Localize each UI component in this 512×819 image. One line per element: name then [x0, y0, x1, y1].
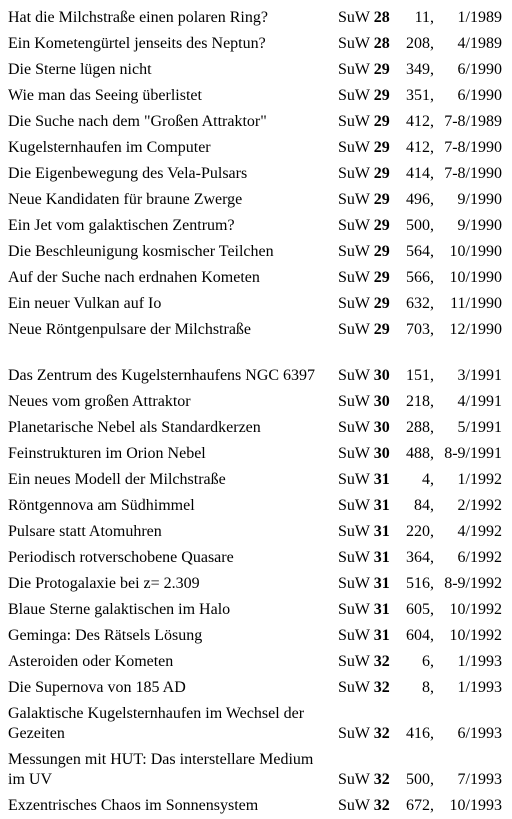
journal-volume: 29	[373, 217, 390, 234]
article-citation	[338, 672, 394, 698]
journal-name: SuW	[338, 653, 370, 670]
article-citation	[338, 744, 394, 790]
article-row	[8, 314, 502, 340]
journal-volume: 29	[373, 87, 390, 104]
article-row	[8, 386, 502, 412]
journal-volume: 29	[373, 321, 390, 338]
article-title: Das Zentrum des Kugelsternhaufens NGC 6397	[8, 367, 316, 384]
article-issue: 6/1993	[457, 725, 502, 742]
article-title: Röntgennova am Südhimmel	[8, 497, 195, 514]
journal-name: SuW	[338, 419, 370, 436]
article-row	[8, 594, 502, 620]
article-citation	[338, 288, 394, 314]
journal-name: SuW	[338, 367, 370, 384]
journal-volume: 29	[373, 243, 390, 260]
article-title: Feinstrukturen im Orion Nebel	[8, 445, 206, 462]
journal-volume: 28	[373, 35, 390, 52]
article-page: 488,	[406, 445, 434, 462]
journal-volume: 30	[373, 445, 390, 462]
article-issue: 6/1992	[457, 549, 502, 566]
journal-volume: 30	[373, 393, 390, 410]
journal-volume: 28	[373, 9, 390, 26]
article-issue: 4/1991	[457, 393, 502, 410]
article-citation	[338, 438, 394, 464]
journal-name: SuW	[338, 243, 370, 260]
journal-name: SuW	[338, 269, 370, 286]
article-title: Ein Jet vom galaktischen Zentrum?	[8, 217, 235, 234]
journal-volume: 31	[373, 601, 390, 618]
article-title: Die Eigenbewegung des Vela-Pulsars	[8, 165, 248, 182]
article-page: 412,	[406, 113, 434, 130]
article-row	[8, 464, 502, 490]
article-issue: 10/1992	[449, 627, 502, 644]
article-page: 351,	[406, 87, 434, 104]
journal-name: SuW	[338, 217, 370, 234]
article-issue: 7/1993	[457, 771, 502, 788]
article-page: 288,	[406, 419, 434, 436]
journal-name: SuW	[338, 523, 370, 540]
article-citation	[338, 490, 394, 516]
article-row	[8, 542, 502, 568]
article-issue: 10/1990	[449, 243, 502, 260]
article-issue: 4/1992	[457, 523, 502, 540]
article-row	[8, 54, 502, 80]
journal-name: SuW	[338, 797, 370, 814]
journal-volume: 29	[373, 269, 390, 286]
journal-name: SuW	[338, 771, 370, 788]
article-issue: 1/1993	[457, 653, 502, 670]
article-row	[8, 438, 502, 464]
article-title: Periodisch rotverschobene Quasare	[8, 549, 234, 566]
article-citation	[338, 790, 394, 816]
journal-name: SuW	[338, 549, 370, 566]
article-issue: 12/1990	[449, 321, 502, 338]
article-row	[8, 236, 502, 262]
article-page: 8,	[422, 679, 434, 696]
article-citation	[338, 594, 394, 620]
article-issue: 1/1992	[457, 471, 502, 488]
article-citation	[338, 698, 394, 744]
article-issue: 6/1990	[457, 61, 502, 78]
article-page: 220,	[406, 523, 434, 540]
journal-name: SuW	[338, 575, 370, 592]
journal-volume: 31	[373, 471, 390, 488]
article-row	[8, 568, 502, 594]
article-title: Die Beschleunigung kosmischer Teilchen	[8, 243, 274, 260]
journal-name: SuW	[338, 679, 370, 696]
article-row	[8, 28, 502, 54]
journal-volume: 29	[373, 191, 390, 208]
article-title: Neue Röntgenpulsare der Milchstraße	[8, 321, 252, 338]
article-page: 414,	[406, 165, 434, 182]
article-page: 632,	[406, 295, 434, 312]
article-row	[8, 2, 502, 28]
article-row	[8, 262, 502, 288]
article-issue: 6/1990	[457, 87, 502, 104]
article-page: 11,	[414, 9, 434, 26]
article-title: Hat die Milchstraße einen polaren Ring?	[8, 9, 268, 26]
article-title: Die Suche nach dem "Großen Attraktor"	[8, 113, 267, 130]
article-row	[8, 672, 502, 698]
journal-name: SuW	[338, 113, 370, 130]
article-issue: 10/1993	[449, 797, 502, 814]
journal-name: SuW	[338, 601, 370, 618]
article-citation	[338, 2, 394, 28]
journal-volume: 32	[373, 771, 390, 788]
article-row	[8, 412, 502, 438]
journal-volume: 32	[373, 679, 390, 696]
article-issue: 9/1990	[457, 217, 502, 234]
journal-name: SuW	[338, 87, 370, 104]
article-citation	[338, 80, 394, 106]
article-citation	[338, 236, 394, 262]
journal-name: SuW	[338, 9, 370, 26]
article-row	[8, 744, 502, 790]
article-page: 4,	[422, 471, 434, 488]
article-page: 500,	[406, 771, 434, 788]
article-list	[8, 2, 502, 816]
article-row	[8, 620, 502, 646]
article-title: Ein neuer Vulkan auf Io	[8, 295, 162, 312]
article-title: Neues vom großen Attraktor	[8, 393, 191, 410]
journal-name: SuW	[338, 139, 370, 156]
article-row	[8, 158, 502, 184]
article-title: Neue Kandidaten für braune Zwerge	[8, 191, 243, 208]
article-title: Ein Kometengürtel jenseits des Neptun?	[8, 35, 266, 52]
article-issue: 10/1992	[449, 601, 502, 618]
article-issue: 10/1990	[449, 269, 502, 286]
journal-name: SuW	[338, 191, 370, 208]
article-page: 500,	[406, 217, 434, 234]
article-issue: 11/1990	[450, 295, 502, 312]
article-title: Ein neues Modell der Milchstraße	[8, 471, 226, 488]
article-row	[8, 490, 502, 516]
journal-name: SuW	[338, 627, 370, 644]
article-citation	[338, 210, 394, 236]
article-citation	[338, 386, 394, 412]
article-title: Die Supernova von 185 AD	[8, 679, 186, 696]
article-title: Asteroiden oder Kometen	[8, 653, 174, 670]
article-citation	[338, 412, 394, 438]
article-page: 566,	[406, 269, 434, 286]
article-citation	[338, 132, 394, 158]
article-title: Die Protogalaxie bei z= 2.309	[8, 575, 200, 592]
journal-volume: 31	[373, 549, 390, 566]
journal-name: SuW	[338, 321, 370, 338]
article-rows	[8, 2, 502, 816]
article-page: 349,	[406, 61, 434, 78]
article-issue: 8-9/1992	[444, 575, 502, 592]
article-citation	[338, 314, 394, 340]
article-row	[8, 106, 502, 132]
article-row	[8, 790, 502, 816]
article-title: Auf der Suche nach erdnahen Kometen	[8, 269, 260, 286]
article-page: 564,	[406, 243, 434, 260]
article-page: 672,	[406, 797, 434, 814]
journal-name: SuW	[338, 61, 370, 78]
journal-volume: 31	[373, 523, 390, 540]
article-issue: 3/1991	[457, 367, 502, 384]
journal-name: SuW	[338, 295, 370, 312]
article-citation	[338, 464, 394, 490]
journal-volume: 32	[373, 797, 390, 814]
article-page: 496,	[406, 191, 434, 208]
journal-volume: 32	[373, 725, 390, 742]
article-row	[8, 646, 502, 672]
article-title: Die Sterne lügen nicht	[8, 61, 152, 78]
article-issue: 9/1990	[457, 191, 502, 208]
article-title: Wie man das Seeing überlistet	[8, 87, 202, 104]
article-page: 516,	[406, 575, 434, 592]
journal-volume: 30	[373, 367, 390, 384]
article-citation	[338, 340, 394, 386]
article-citation	[338, 106, 394, 132]
article-page: 218,	[406, 393, 434, 410]
article-citation	[338, 516, 394, 542]
journal-name: SuW	[338, 445, 370, 462]
journal-volume: 31	[373, 627, 390, 644]
article-title: Galaktische Kugelsternhaufen im Wechsel der Gezeiten	[8, 705, 305, 742]
journal-volume: 29	[373, 139, 390, 156]
article-issue: 1/1993	[457, 679, 502, 696]
article-issue: 4/1989	[457, 35, 502, 52]
article-row	[8, 210, 502, 236]
article-issue: 7-8/1990	[444, 139, 502, 156]
article-title: Planetarische Nebel als Standardkerzen	[8, 419, 261, 436]
article-citation	[338, 184, 394, 210]
article-citation	[338, 568, 394, 594]
article-title: Messungen mit HUT: Das interstellare Medium im UV	[8, 751, 314, 788]
article-issue: 2/1992	[457, 497, 502, 514]
article-citation	[338, 542, 394, 568]
article-citation	[338, 262, 394, 288]
article-issue: 1/1989	[457, 9, 502, 26]
journal-volume: 29	[373, 61, 390, 78]
article-citation	[338, 54, 394, 80]
article-title: Pulsare statt Atomuhren	[8, 523, 162, 540]
article-title: Exzentrisches Chaos im Sonnensystem	[8, 797, 259, 814]
article-page: 605,	[406, 601, 434, 618]
journal-name: SuW	[338, 35, 370, 52]
article-row	[8, 516, 502, 542]
journal-volume: 30	[373, 419, 390, 436]
article-page: 416,	[406, 725, 434, 742]
article-row	[8, 80, 502, 106]
article-row	[8, 698, 502, 744]
article-row	[8, 184, 502, 210]
journal-volume: 29	[373, 165, 390, 182]
article-citation	[338, 28, 394, 54]
article-page: 208,	[406, 35, 434, 52]
article-issue: 7-8/1990	[444, 165, 502, 182]
article-page: 604,	[406, 627, 434, 644]
article-page: 151,	[406, 367, 434, 384]
journal-volume: 29	[373, 295, 390, 312]
journal-name: SuW	[338, 497, 370, 514]
journal-name: SuW	[338, 725, 370, 742]
journal-name: SuW	[338, 165, 370, 182]
article-page: 84,	[414, 497, 434, 514]
article-page: 412,	[406, 139, 434, 156]
article-citation	[338, 620, 394, 646]
article-title: Geminga: Des Rätsels Lösung	[8, 627, 203, 644]
journal-volume: 31	[373, 497, 390, 514]
article-issue: 7-8/1989	[444, 113, 502, 130]
journal-name: SuW	[338, 471, 370, 488]
journal-name: SuW	[338, 393, 370, 410]
article-citation	[338, 158, 394, 184]
article-title: Blaue Sterne galaktischen im Halo	[8, 601, 231, 618]
article-issue: 5/1991	[457, 419, 502, 436]
article-row	[8, 340, 502, 386]
article-page: 6,	[422, 653, 434, 670]
journal-volume: 29	[373, 113, 390, 130]
journal-volume: 31	[373, 575, 390, 592]
article-page: 364,	[406, 549, 434, 566]
article-title: Kugelsternhaufen im Computer	[8, 139, 211, 156]
article-row	[8, 288, 502, 314]
article-page: 703,	[406, 321, 434, 338]
article-citation	[338, 646, 394, 672]
article-row	[8, 132, 502, 158]
journal-volume: 32	[373, 653, 390, 670]
article-issue: 8-9/1991	[444, 445, 502, 462]
